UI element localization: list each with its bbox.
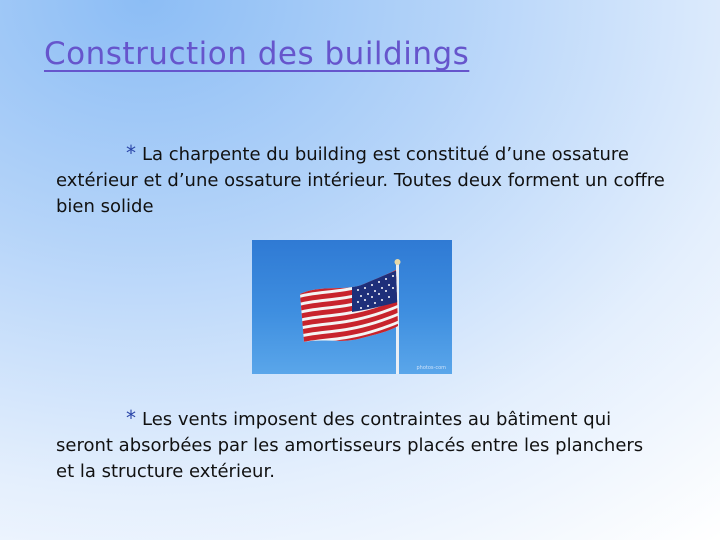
paragraph-vents bbox=[56, 405, 666, 485]
pole-finial bbox=[395, 259, 401, 265]
paragraph-text: La charpente du building est constitué d’une ossature extérieur et d’une ossature intérieur. Toutes deux forment un coffre bien solide bbox=[56, 144, 665, 217]
slide-title: Construction des buildings bbox=[44, 36, 470, 72]
bullet-marker: * bbox=[126, 406, 136, 430]
paragraph-charpente bbox=[56, 140, 666, 220]
paragraph-text: Les vents imposent des contraintes au bâtiment qui seront absorbées par les amortisseurs placés entre les planchers et la structure extérieur. bbox=[56, 409, 644, 482]
flag-photo bbox=[252, 240, 452, 374]
bullet-marker: * bbox=[126, 141, 136, 165]
american-flag-image bbox=[252, 240, 452, 374]
photo-credit-watermark: photos-com bbox=[416, 365, 446, 371]
flag-cloth bbox=[292, 265, 402, 353]
